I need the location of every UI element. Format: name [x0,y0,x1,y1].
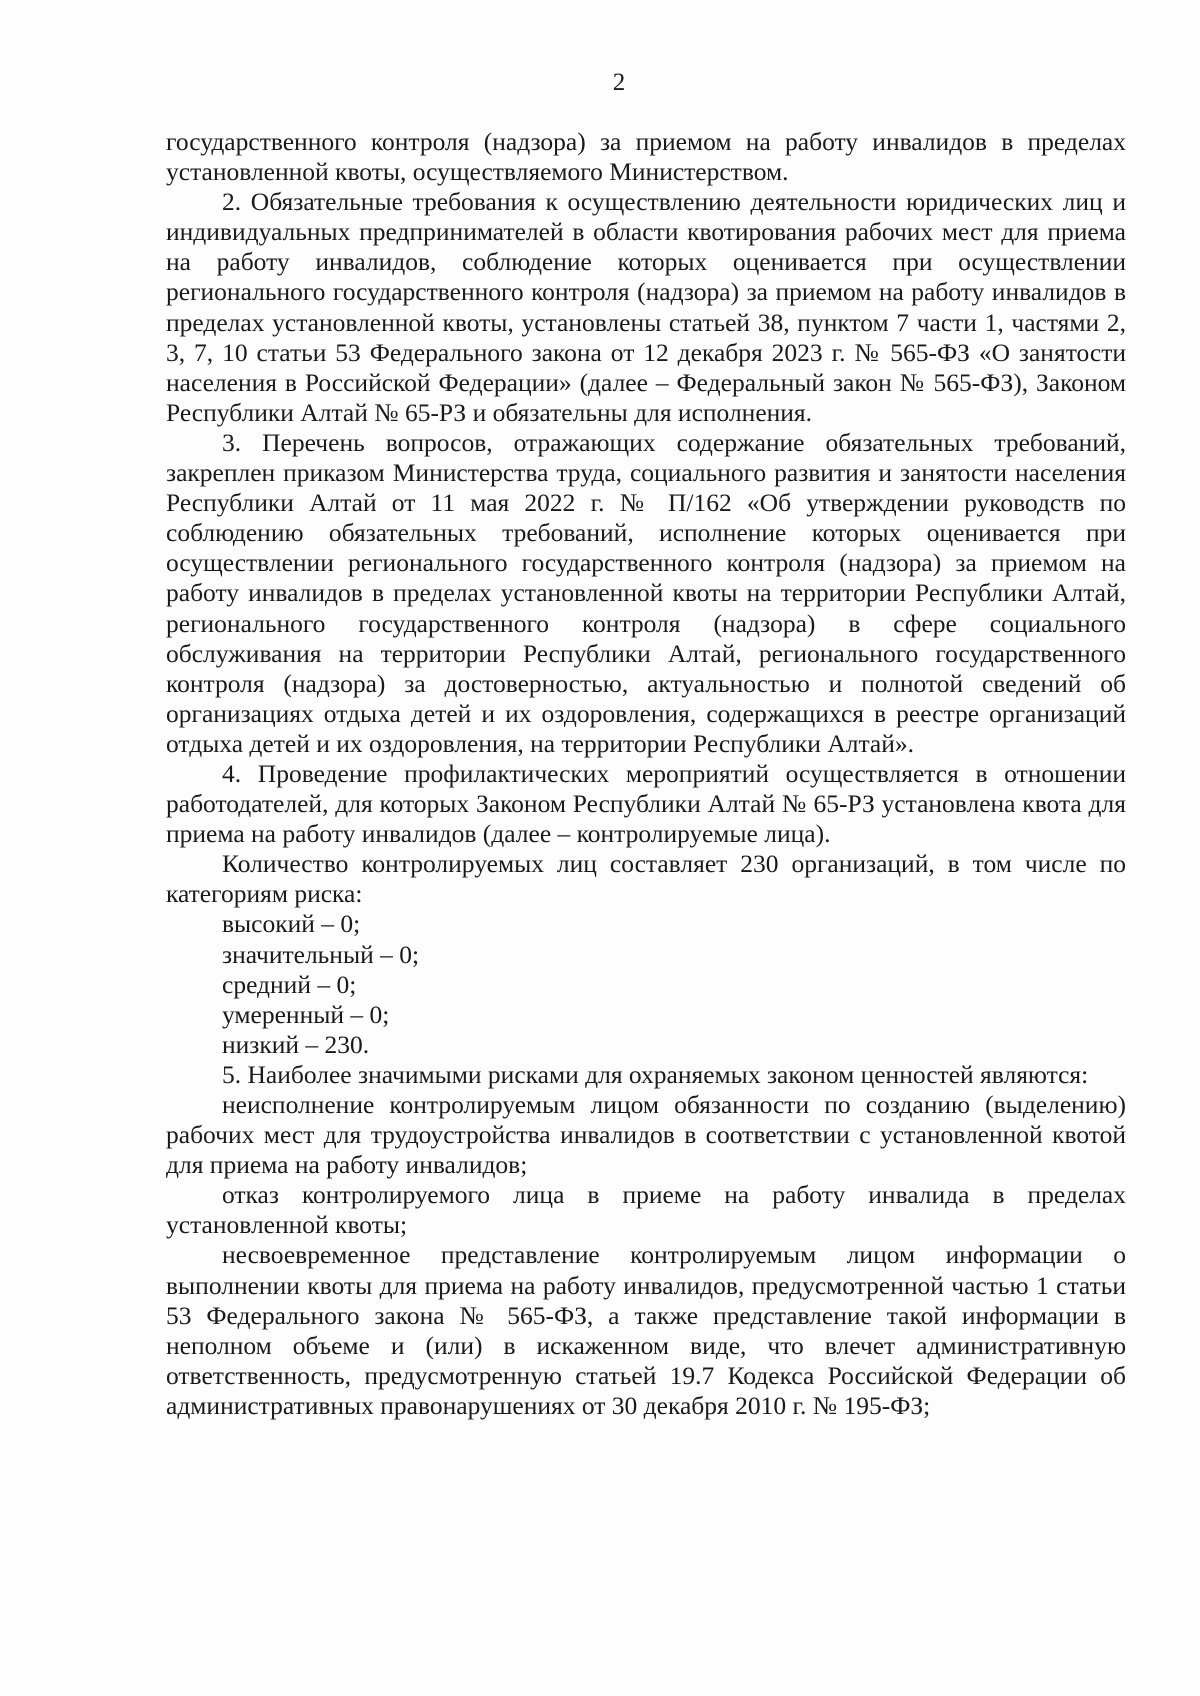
risk-category-significant: значительный – 0; [222,939,420,969]
risk-category-medium: средний – 0; [222,969,357,999]
risk-item-late-reporting: несвоевременное представление контролируемым лицом информации о выполнении квоты для приема на работу инвалидов, предусмотренной частью 1 статьи 53 Федерального закона № 565-ФЗ, а также представление такой информации в неполном объеме и (или) в искаженном виде, что влечет административную ответственность, предусмотренную статьей 19.7 Кодекса Российской Федерации об административных правонарушениях от 30 декабря 2010 г. № 195-ФЗ; [166,1240,1126,1420]
paragraph-item-5: 5. Наиболее значимыми рисками для охраняемых законом ценностей являются: [222,1059,1089,1089]
paragraph-item-2: 2. Обязательные требования к осуществлению деятельности юридических лиц и индивидуальных предпринимателей в области квотирования рабочих мест для приема на работу инвалидов, соблюдение которых оценивается при осуществлении регионального государственного контроля (надзора) за приемом на работу инвалидов в пределах установленной квоты, установлены статьей 38, пунктом 7 части 1, частями 2, 3, 7, 10 статьи 53 Федерального закона от 12 декабря 2023 г. № 565-ФЗ «О занятости населения в Российской Федерации» (далее – Федеральный закон № 565-ФЗ), Законом Республики Алтай № 65-РЗ и обязательны для исполнения. [166,187,1126,427]
risk-category-high: высокий – 0; [222,909,361,939]
paragraph-item-4: 4. Проведение профилактических мероприятий осуществляется в отношении работодателей, для которых Законом Республики Алтай № 65-РЗ установлена квота для приема на работу инвалидов (далее – контролируемые лица). [166,758,1126,849]
document-body [166,127,1126,1421]
paragraph-continuation: государственного контроля (надзора) за приемом на работу инвалидов в пределах установленной квоты, осуществляемого Министерством. [166,127,1126,187]
risk-category-low: низкий – 230. [222,1029,370,1059]
paragraph-item-3: 3. Перечень вопросов, отражающих содержание обязательных требований, закреплен приказом Министерства труда, социального развития и занятости населения Республики Алтай от 11 мая 2022 г. № П/162 «Об утверждении руководств по соблюдению обязательных требований, исполнение которых оценивается при осуществлении регионального государственного контроля (надзора) за приемом на работу инвалидов в пределах установленной квоты на территории Республики Алтай, регионального государственного контроля (надзора) в сфере социального обслуживания на территории Республики Алтай, регионального государственного контроля (надзора) за достоверностью, актуальностью и полнотой сведений об организациях отдыха детей и их оздоровления, содержащихся в реестре организаций отдыха детей и их оздоровления, на территории Республики Алтай». [166,427,1126,758]
risk-category-moderate: умеренный – 0; [222,999,390,1029]
paragraph-controlled-count: Количество контролируемых лиц составляет 230 организаций, в том числе по категориям риска: [166,849,1126,909]
risk-item-quota-failure: неисполнение контролируемым лицом обязанности по созданию (выделению) рабочих мест для трудоустройства инвалидов в соответствии с установленной квотой для приема на работу инвалидов; [166,1090,1126,1180]
risk-item-hiring-refusal: отказ контролируемого лица в приеме на работу инвалида в пределах установленной квоты; [166,1180,1126,1240]
page-number: 2 [612,69,626,96]
